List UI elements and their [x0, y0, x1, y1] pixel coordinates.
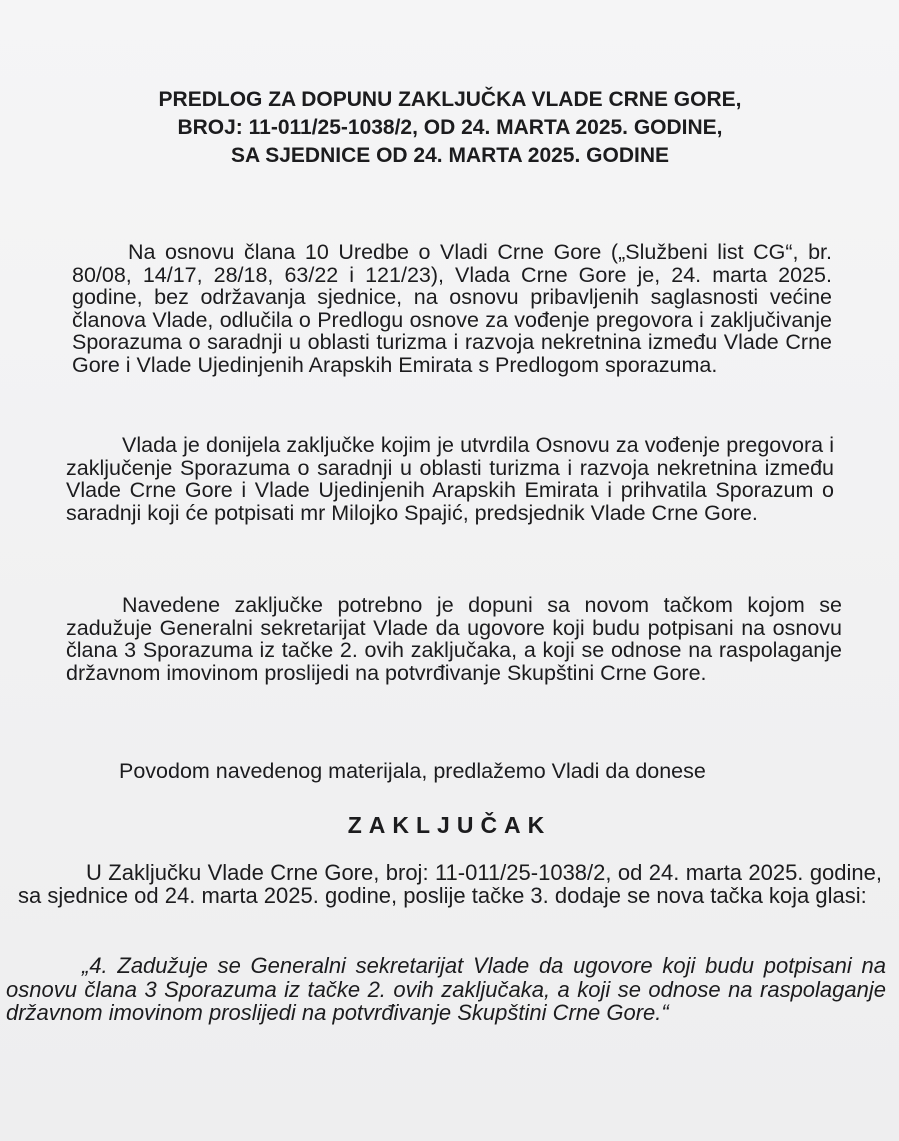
paragraph-proposal-text: Povodom navedenog materijala, predlažemo Vladi da donese — [119, 759, 706, 783]
heading-line-3: SA SJEDNICE OD 24. MARTA 2025. GODINE — [231, 144, 669, 167]
paragraph-conclusions-adopted-text: Vlada je donijela zaključke kojim je utvrdila Osnovu za vođenje pregovora i zaključenje Sporazuma o saradnji u oblasti turizma i razvoja nekretnina između Vlade Crne Gore i Vlade Ujedinjenih Arapskih Emirata i prihvatila Sporazum o saradnji koji će potpisati mr Milojko Spajić, predsjednik Vlade Crne Gore. — [66, 433, 834, 525]
heading-line-1: PREDLOG ZA DOPUNU ZAKLJUČKA VLADE CRNE GORE, — [158, 88, 742, 111]
document-heading — [100, 86, 800, 170]
paragraph-decision-intro — [18, 862, 882, 907]
paragraph-legal-basis — [72, 241, 832, 376]
paragraph-amendment-need — [66, 594, 842, 684]
paragraph-new-point-text: „4. Zadužuje se Generalni sekretarijat Vlade da ugovore koji budu potpisani na osnovu člana 3 Sporazuma iz tačke 2. ovih zaključaka, a koji se odnose na raspolaganje državnom imovinom proslijedi na potvrđivanje Skupštini Crne Gore.“ — [6, 953, 886, 1025]
paragraph-legal-basis-text: Na osnovu člana 10 Uredbe o Vladi Crne Gore („Službeni list CG“, br. 80/08, 14/17, 28/18, 63/22 i 121/23), Vlada Crne Gore je, 24. marta 2025. godine, bez održavanja sjednice, na osnovu pribavljenih saglasnosti većine članova Vlade, odlučila o Predlogu osnove za vođenje pregovora i zaključivanje Sporazuma o saradnji u oblasti turizma i razvoja nekretnina između Vlade Crne Gore i Vlade Ujedinjenih Arapskih Emirata s Predlogom sporazuma. — [72, 240, 832, 377]
decision-title: ZAKLJUČAK — [347, 812, 552, 838]
paragraph-new-point — [6, 954, 886, 1025]
paragraph-amendment-need-text: Navedene zaključke potrebno je dopuni sa novom tačkom kojom se zadužuje Generalni sekretarijat Vlade da ugovore koji budu potpisani na osnovu člana 3 Sporazuma iz tačke 2. ovih zaključaka, a koji se odnose na raspolaganje državnom imovinom proslijedi na potvrđivanje Skupštini Crne Gore. — [66, 593, 842, 685]
paragraph-decision-intro-text: U Zaključku Vlade Crne Gore, broj: 11-011/25-1038/2, od 24. marta 2025. godine, sa sjednice od 24. marta 2025. godine, poslije tačke 3. dodaje se nova tačka koja glasi: — [18, 860, 882, 908]
paragraph-conclusions-adopted — [66, 434, 834, 524]
paragraph-proposal — [63, 760, 843, 783]
heading-line-2: BROJ: 11-011/25-1038/2, OD 24. MARTA 2025. GODINE, — [177, 116, 723, 139]
